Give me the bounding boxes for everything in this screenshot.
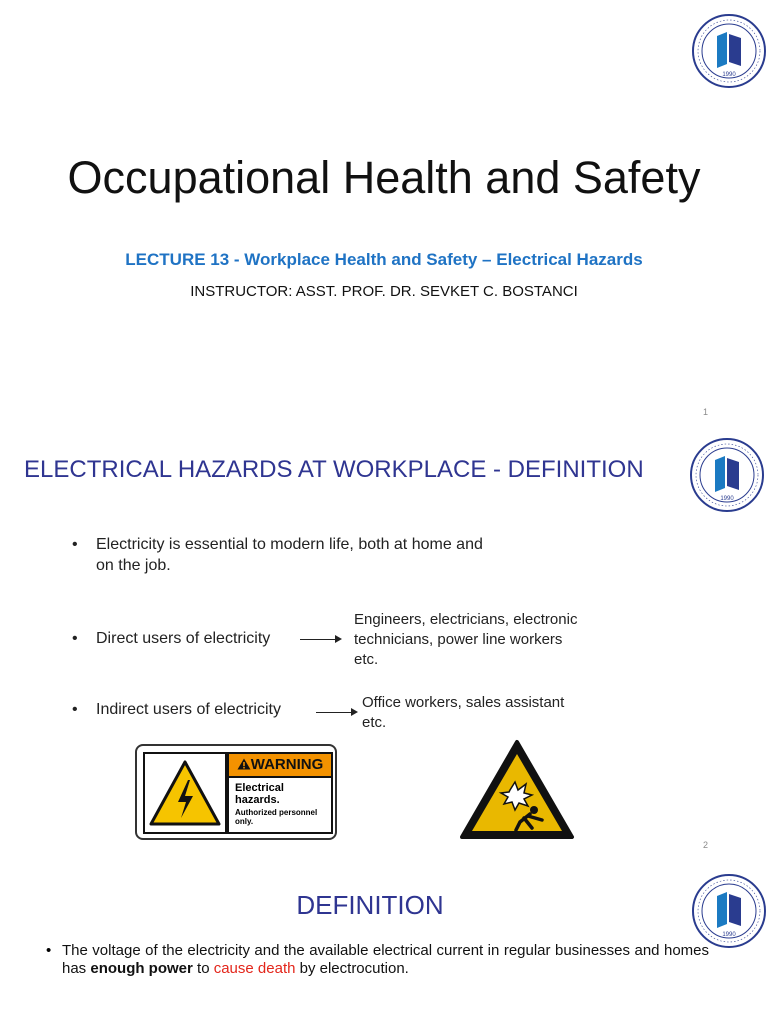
warning-line-2: Authorized personnel only. [235, 808, 318, 826]
logo-year: 1990 [720, 496, 734, 502]
slide-number: 1 [702, 407, 708, 417]
logo-year: 1990 [722, 72, 736, 78]
hazard-triangle-box [143, 752, 227, 834]
slide-title: DEFINITION [296, 890, 444, 920]
warning-label: WARNING [250, 756, 324, 773]
definition-text: by electrocution. [295, 960, 409, 977]
alert-triangle-icon [237, 758, 251, 770]
definition-text: to [192, 960, 214, 977]
explosion-hazard-icon [458, 738, 576, 842]
note-line: etc. [362, 714, 387, 731]
indirect-users-examples [362, 693, 564, 733]
definition-paragraph [62, 942, 709, 978]
bullet-dot: • [72, 536, 78, 553]
warning-text-box [227, 752, 333, 834]
university-seal-icon [690, 12, 768, 90]
note-line: Engineers, electricians, electronic [354, 611, 578, 628]
slide-1 [0, 0, 768, 420]
direct-users-examples [354, 610, 577, 670]
university-seal-icon [690, 872, 768, 950]
note-line: technicians, power line workers [354, 631, 563, 648]
instructor-line: INSTRUCTOR: ASST. PROF. DR. SEVKET C. BOSTANCI [190, 283, 578, 300]
definition-emphasis-power: enough power [90, 960, 193, 977]
arrow-right-icon [300, 639, 340, 640]
bullet-text: Direct users of electricity [96, 630, 271, 647]
slide-3 [0, 856, 768, 1024]
bullet-text: Indirect users of electricity [96, 701, 281, 718]
note-line: Office workers, sales assistant [362, 694, 565, 711]
bullet-dot: • [72, 630, 78, 647]
university-seal-icon [688, 436, 766, 514]
bullet-text-continued: on the job. [96, 557, 171, 574]
logo-year: 1990 [722, 932, 736, 938]
definition-text: The voltage of the electricity and the available electrical current in regular businesses and homes has [62, 942, 709, 977]
arrow-right-icon [316, 712, 356, 713]
warning-sign [135, 744, 337, 840]
warning-line-1: Electrical hazards. [235, 782, 284, 806]
slide-title: ELECTRICAL HAZARDS AT WORKPLACE - DEFINITION [24, 456, 644, 483]
bullet-dot: • [46, 942, 52, 959]
warning-header [229, 754, 331, 778]
high-voltage-icon [145, 754, 225, 832]
presentation-title: Occupational Health and Safety [67, 152, 701, 203]
slide-2 [0, 424, 768, 852]
definition-emphasis-death: cause death [213, 960, 296, 977]
slide-number: 2 [702, 840, 708, 850]
note-line: etc. [354, 651, 379, 668]
bullet-text: Electricity is essential to modern life, both at home and [96, 536, 483, 553]
bullet-dot: • [72, 701, 78, 718]
lecture-subtitle: LECTURE 13 - Workplace Health and Safety – Electrical Hazards [125, 250, 643, 269]
